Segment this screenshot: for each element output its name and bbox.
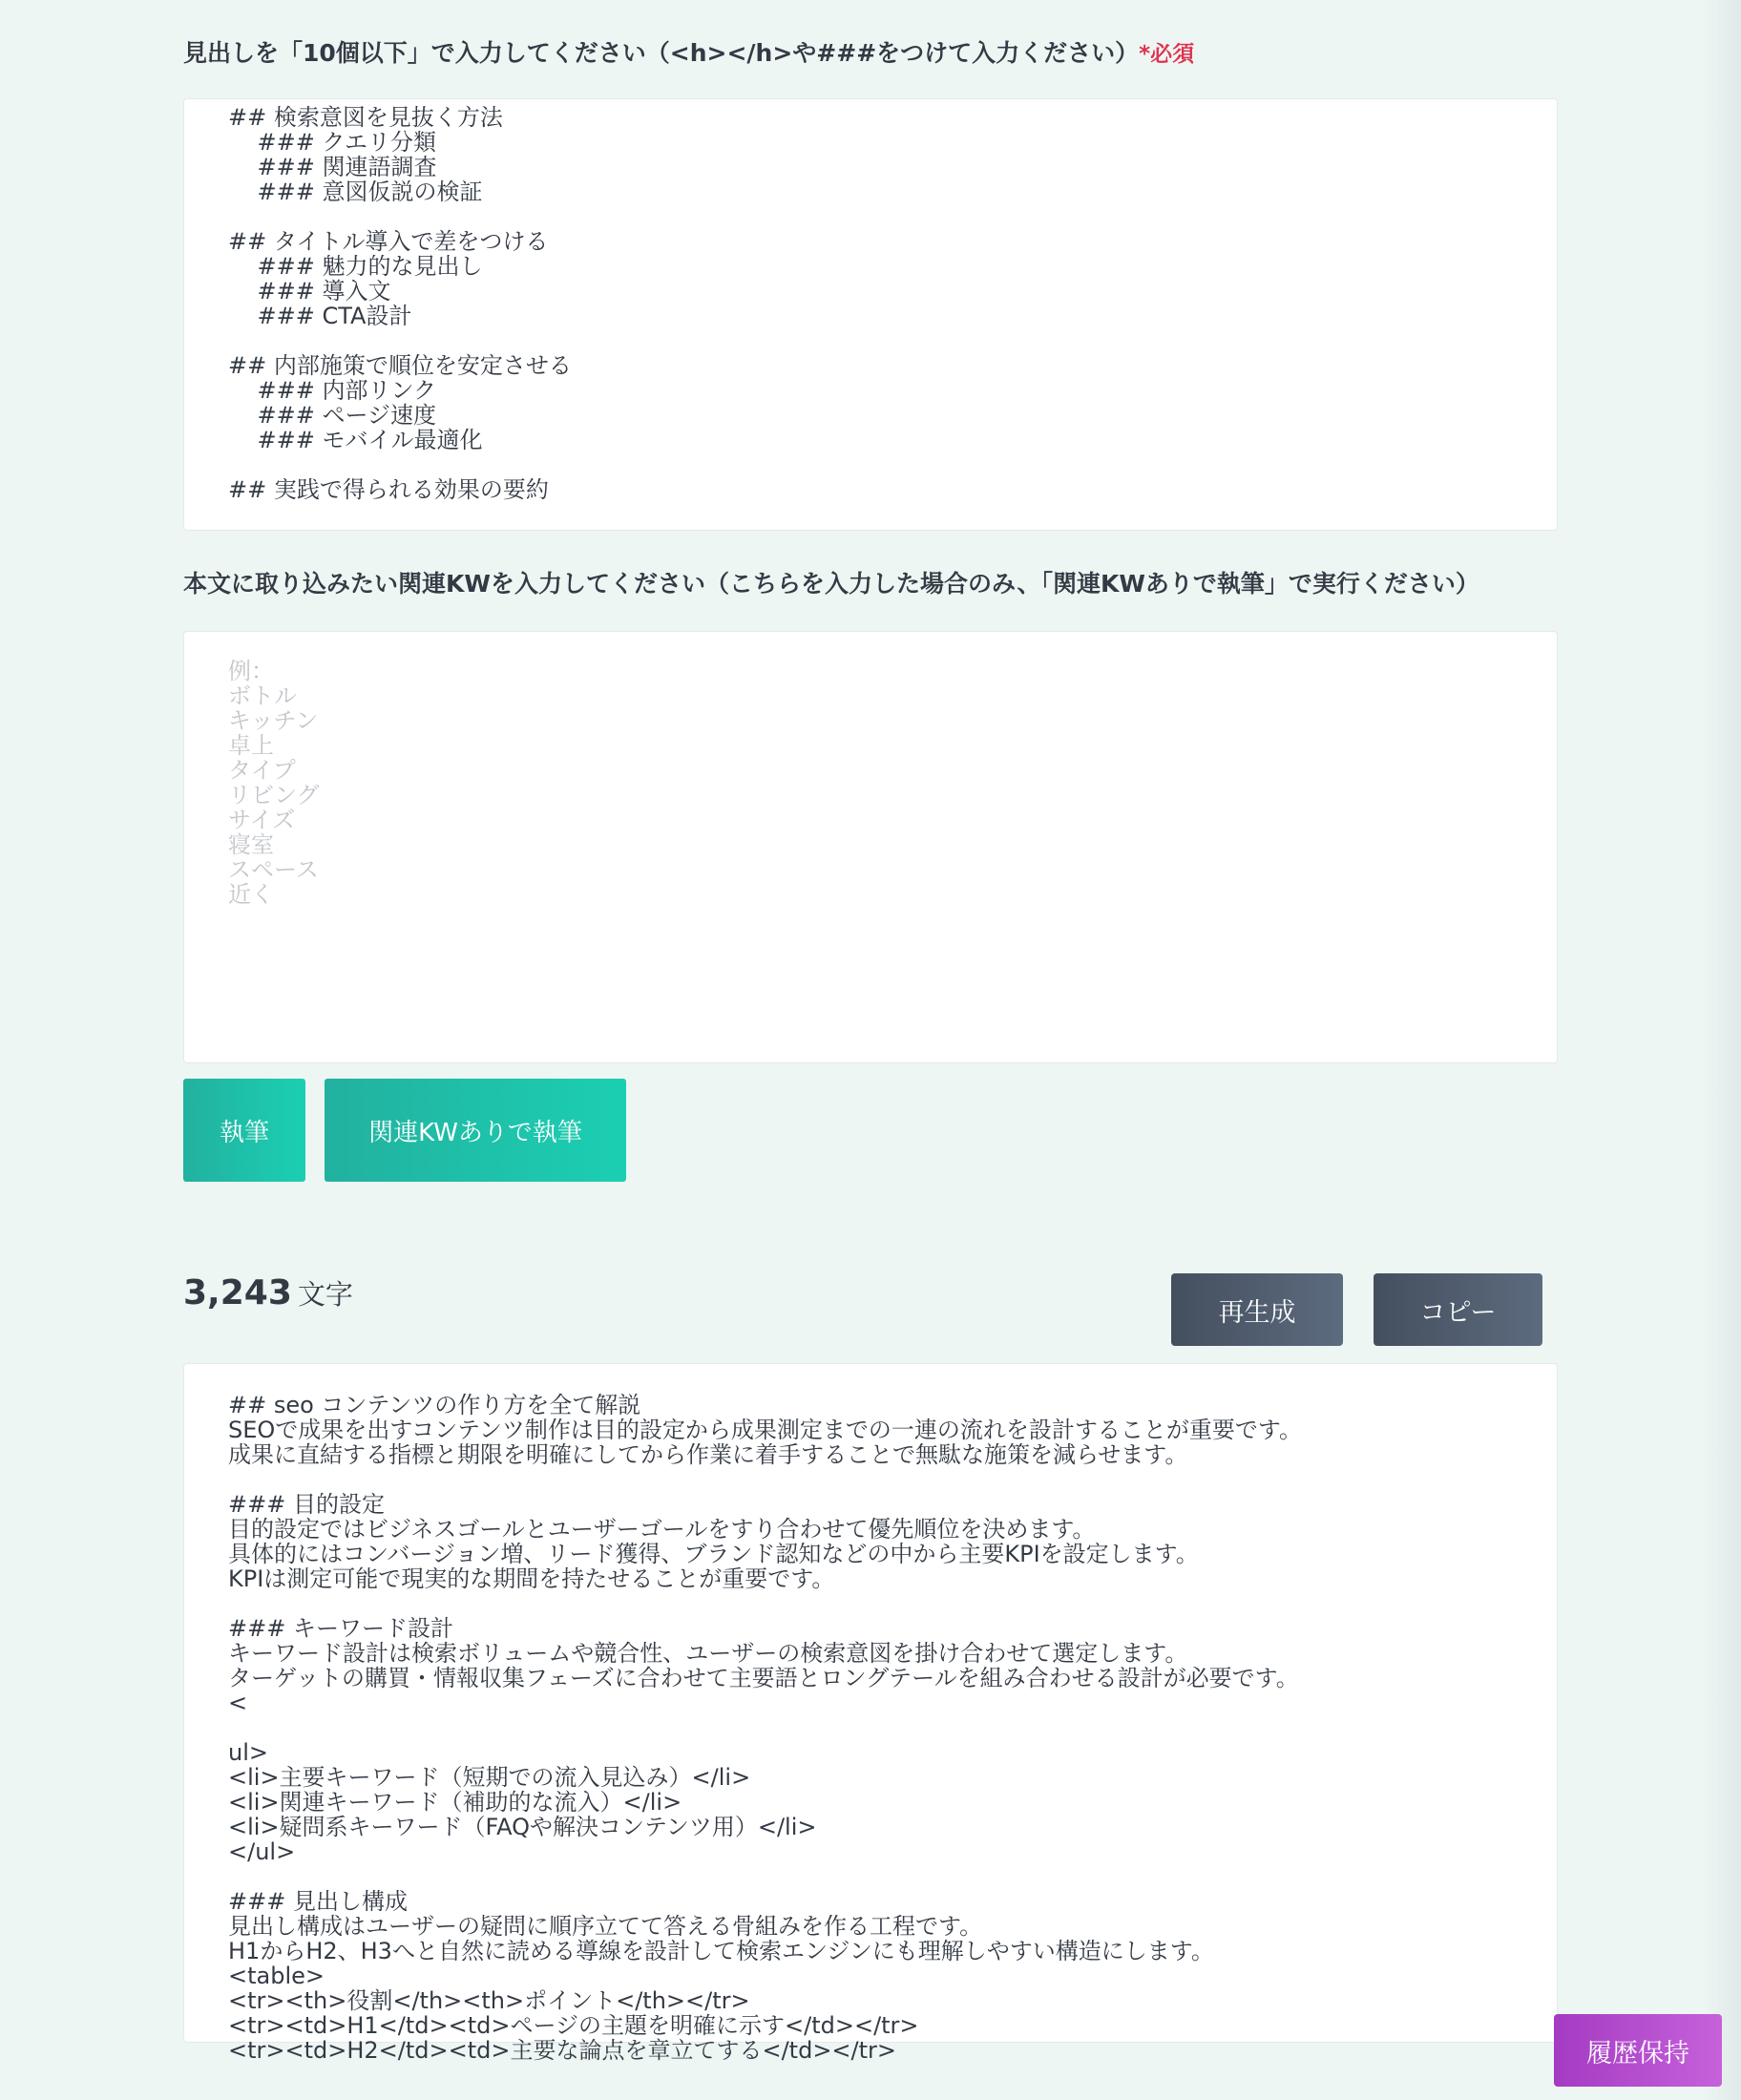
history-keep-button[interactable]: 履歴保持 <box>1554 2014 1722 2087</box>
regenerate-button[interactable]: 再生成 <box>1171 1273 1343 1346</box>
copy-button[interactable]: コピー <box>1374 1273 1542 1346</box>
keywords-textarea[interactable] <box>183 631 1558 1063</box>
char-count <box>183 1273 353 1312</box>
write-with-kw-button[interactable]: 関連KWありで執筆 <box>325 1079 626 1182</box>
headings-textarea[interactable] <box>183 98 1558 531</box>
page-edge-shade <box>1703 0 1741 2100</box>
result-textarea[interactable] <box>183 1363 1558 2064</box>
write-button[interactable]: 執筆 <box>183 1079 305 1182</box>
required-mark: *必須 <box>1139 42 1195 67</box>
headings-text: ## 検索意図を見抜く方法 ### クエリ分類 ### 関連語調査 ### 意図仮説の検証 ## タイトル導入で差をつける ### 魅力的な見出し ### 導入文 ### CTA設計 ## 内部施策で順位を安定させる ### 内部リンク ### ページ速度 ### モバイル最適化 ## 実践で得られる効果の要約 <box>228 104 572 503</box>
headings-label-text: 見出しを「10個以下」で入力してください（<h></h>や###をつけて入力ください） <box>183 39 1140 67</box>
keywords-label: 本文に取り込みたい関連KWを入力してください（こちらを入力した場合のみ、「関連KWありで執筆」で実行ください） <box>183 570 1479 598</box>
result-text: ## seo コンテンツの作り方を全て解説 SEOで成果を出すコンテンツ制作は目的設定から成果測定までの一連の流れを設計することが重要です。 成果に直結する指標と期限を明確にしてから作業に着手することで無駄な施策を減らせます。 ### 目的設定 目的設定ではビジネスゴールとユーザーゴールをすり合わせて優先順位を決めます。 具体的にはコンバージョン増、リード獲得、ブランド認知などの中から主要KPIを設定します。 KPIは測定可能で現実的な期間を持たせることが重要です。 ### キーワード設計 キーワード設計は検索ボリュームや競合性、ユーザーの検索意図を掛け合わせて選定します。 ターゲットの購買・情報収集フェーズに合わせて主要語とロングテールを組み合わせる設計が必要です。 < ul> <li>主要キーワード（短期での流入見込み）</li> <li>関連キーワード（補助的な流入）</li> <li>疑問系キーワード（FAQや解決コンテンツ用）</li> </ul> ### 見出し構成 見出し構成はユーザーの疑問に順序立てて答える骨組みを作る工程です。 H1からH2、H3へと自然に読める導線を設計して検索エンジンにも理解しやすい構造にします。 <table> <tr><th>役割</th><th>ポイント</th></tr> <tr><td>H1</td><td>ページの主題を明確に示す</td></tr> <tr><td>H2</td><td>主要な論点を章立てする</td></tr> <box>228 1392 1302 2064</box>
char-count-value: 3,243 <box>183 1273 292 1312</box>
char-count-unit: 文字 <box>297 1278 353 1311</box>
keywords-placeholder: 例： ボトル キッチン 卓上 タイプ リビング サイズ 寝室 スペース 近く <box>228 658 320 908</box>
headings-label <box>183 34 1194 69</box>
